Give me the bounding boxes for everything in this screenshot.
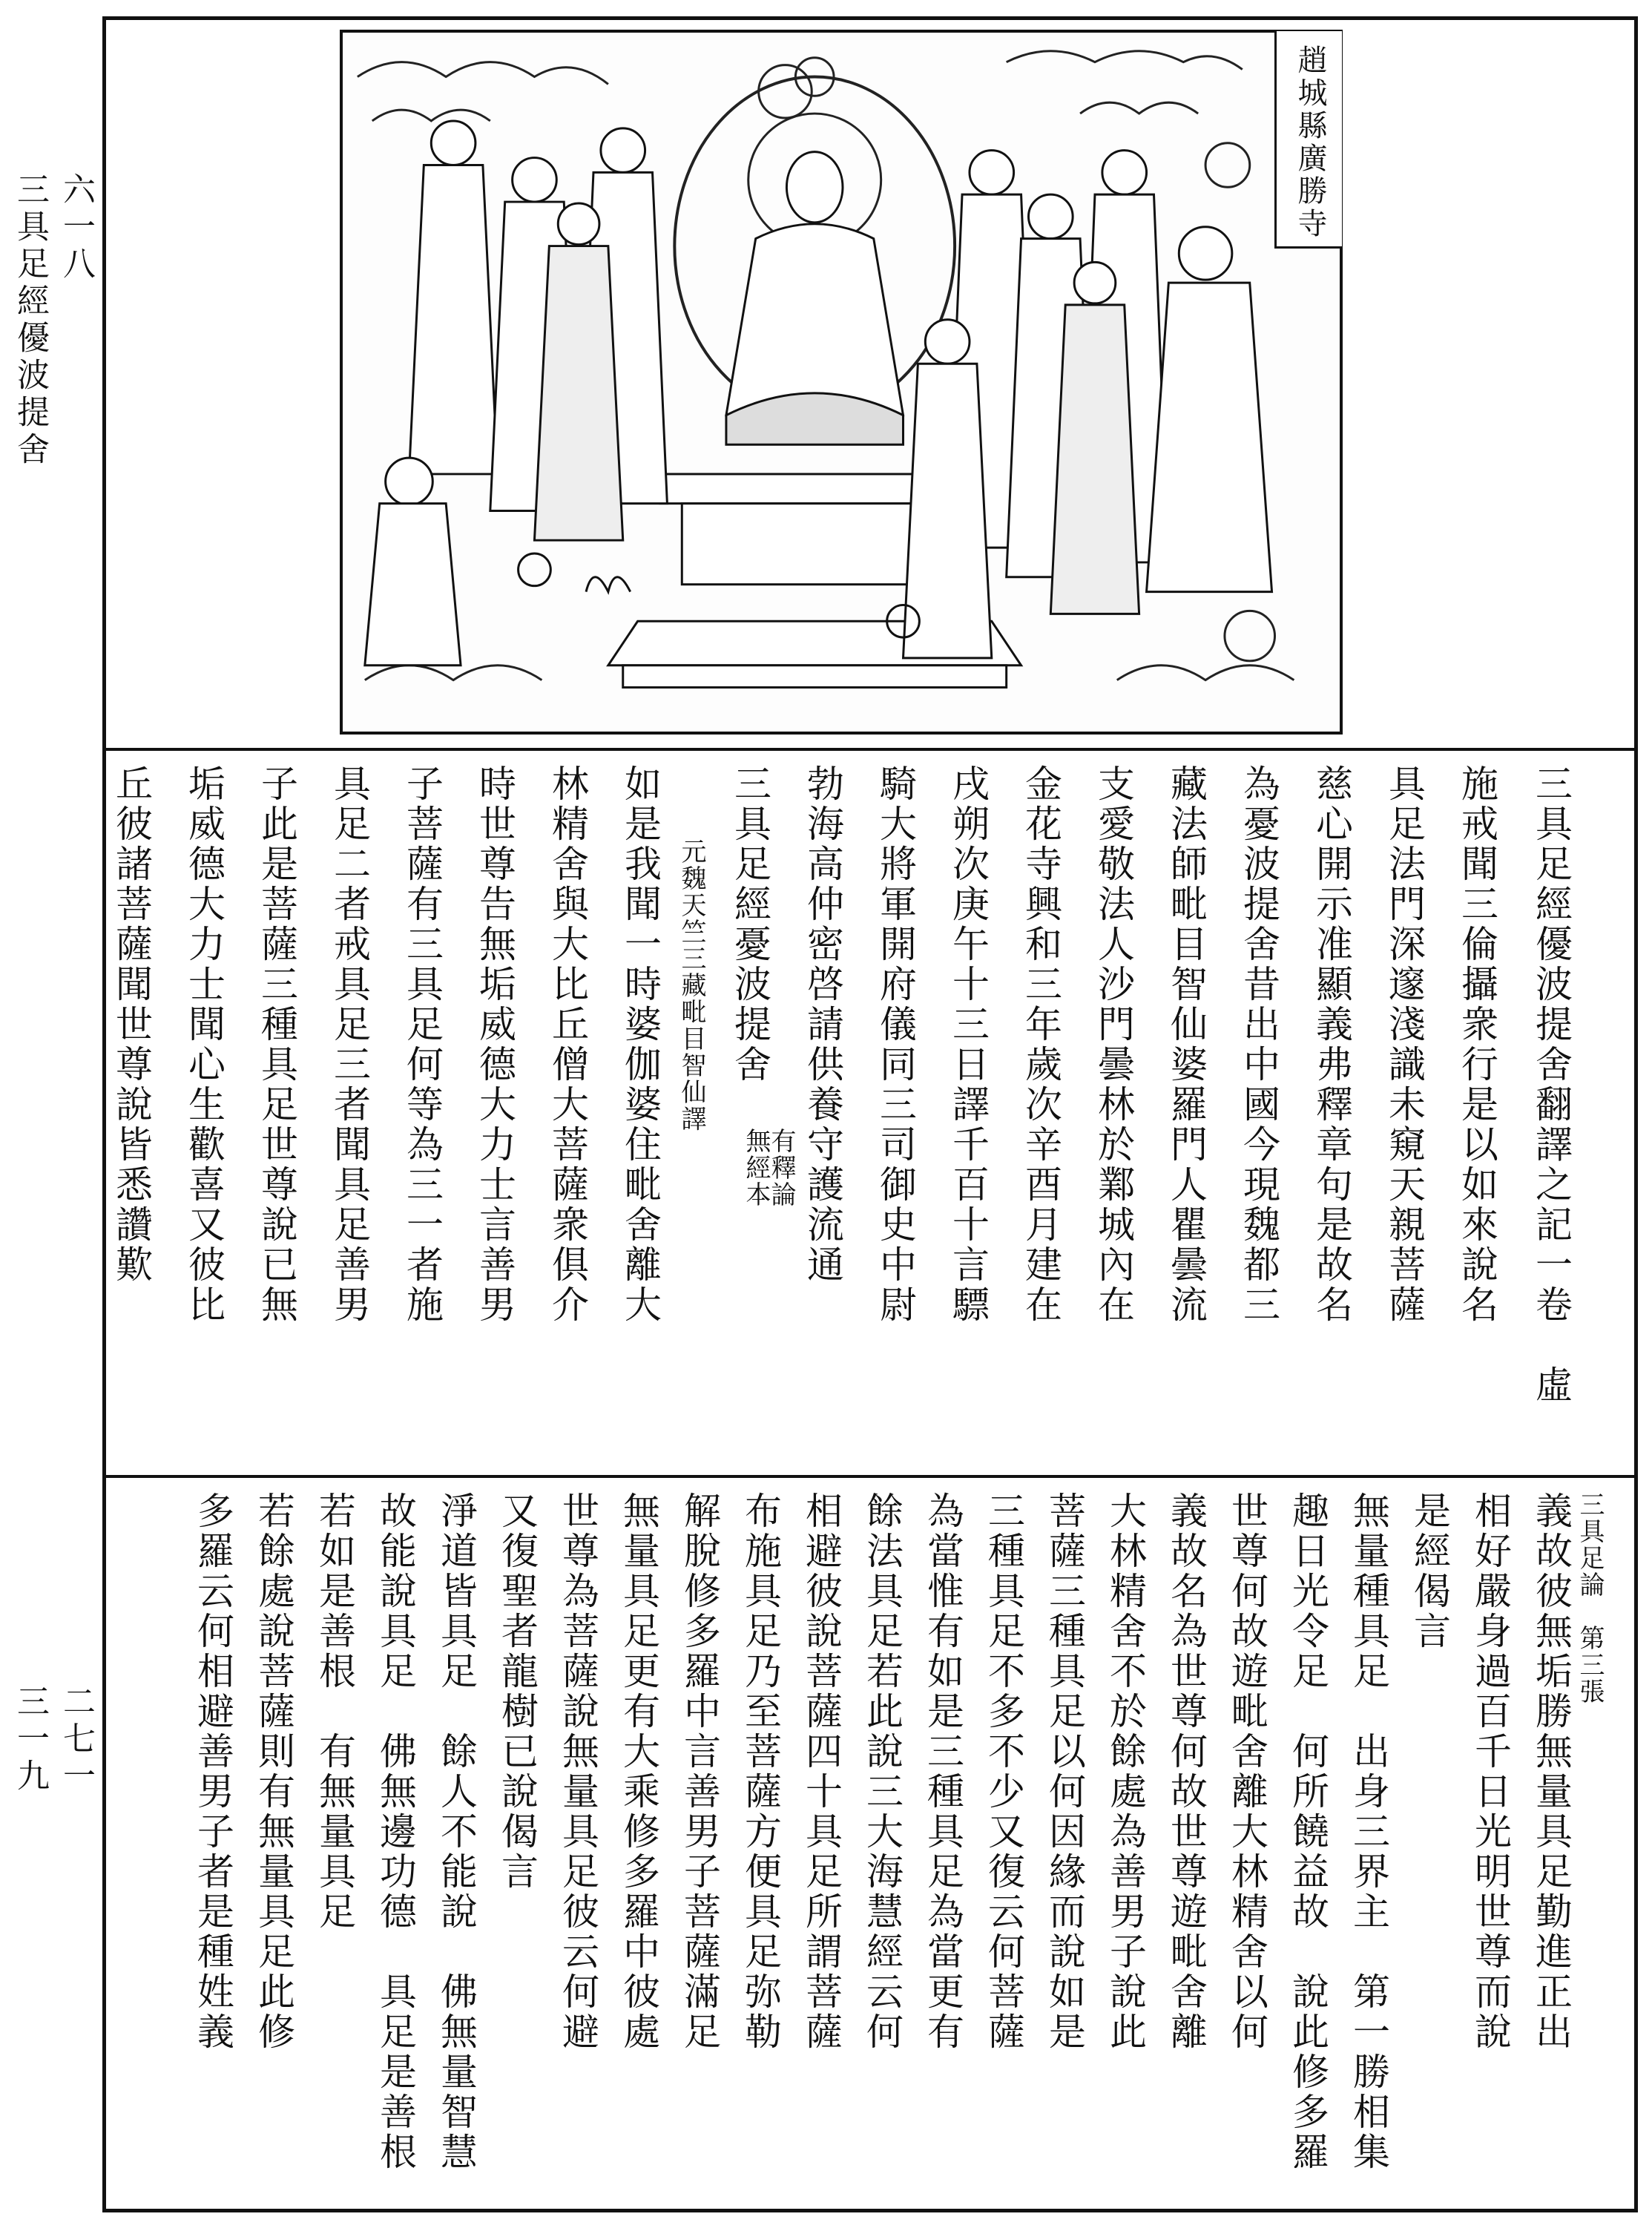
text-column: 三種具足不多不少又復云何菩薩 — [982, 1491, 1025, 2052]
text-column: 子菩薩有三具足何等為三一者施 — [401, 764, 444, 1325]
text-column: 藏法師毗目智仙婆羅門人瞿曇流 — [1165, 764, 1208, 1325]
running-header: 三具足論 第三張 — [1575, 1491, 1605, 1705]
text-column: 戌朔次庚午十三日譯千百十言驃 — [947, 764, 990, 1325]
verse-column: 無量種具足 出身三界主 第一勝相集 — [1347, 1491, 1390, 2172]
text-column: 布施具足乃至菩薩方便具足弥勒 — [739, 1491, 782, 2052]
sutra-title-note: 有釋論無經本 — [741, 1128, 796, 1208]
margin-title: 三具足經優波提舍 — [11, 172, 49, 469]
text-column: 大林精舍不於餘處為善男子說此 — [1104, 1491, 1147, 2052]
margin-folio-number: 三一九 — [11, 1684, 49, 1795]
text-column: 又復聖者龍樹已說偈言 — [496, 1491, 539, 1892]
text-column: 慈心開示准顯義弗釋章句是故名 — [1310, 764, 1353, 1325]
text-column: 解脫修多羅中言善男子菩薩滿足 — [678, 1491, 721, 2052]
illustration-drawing — [343, 33, 1340, 732]
text-column: 勃海高仲密啓請供養守護流通 — [801, 764, 844, 1285]
text-column: 無量具足更有大乘修多羅中彼處 — [617, 1491, 660, 2052]
text-column: 丘彼諸菩薩聞世尊說皆悉讚歎 — [110, 764, 153, 1285]
verse-column: 淨道皆具足 餘人不能說 佛無量智慧 — [435, 1491, 478, 2172]
text-column: 如是我聞一時婆伽婆住毗舍離大 — [619, 764, 662, 1325]
verse-column: 趣日光令足 何所饒益故 說此修多羅 — [1286, 1491, 1329, 2172]
text-column: 若餘處說菩薩則有無量具足此修 — [252, 1491, 295, 2052]
text-column: 支愛敬法人沙門曇林於鄴城內在 — [1092, 764, 1135, 1325]
text-column: 多羅云何相避善男子者是種姓義 — [191, 1491, 234, 2052]
text-column: 具足法門深邃淺識未窺天親菩薩 — [1383, 764, 1426, 1325]
text-column: 子此是菩薩三種具足世尊說已無 — [255, 764, 298, 1325]
text-column: 是經偈言 — [1408, 1491, 1451, 1652]
panel-divider — [102, 1475, 1638, 1478]
text-column: 世尊為菩薩說無量具足彼云何避 — [556, 1491, 599, 2052]
margin-volume-number: 二七一 — [57, 1684, 95, 1795]
text-column: 相好嚴身過百千日光明世尊而說 — [1469, 1491, 1512, 2052]
temple-stamp-caption: 趙城縣廣勝寺 — [1293, 45, 1327, 240]
panel-divider — [102, 748, 1638, 751]
translator-credit: 元魏天竺三藏毗目智仙譯 — [677, 838, 706, 1132]
text-column: 義故名為世尊何故世尊遊毗舍離 — [1165, 1491, 1208, 2052]
text-column: 垢威德大力士聞心生歡喜又彼比 — [182, 764, 226, 1325]
text-column: 為憂波提舍昔出中國今現魏都三 — [1237, 764, 1280, 1325]
verse-column: 若如是善根 有無量具足 — [313, 1491, 356, 1932]
margin-page-number: 六一八 — [57, 172, 95, 283]
text-column: 金花寺興和三年歲次辛酉月建在 — [1019, 764, 1062, 1325]
verse-column: 故能說具足 佛無邊功德 具足是善根 — [374, 1491, 417, 2172]
text-column: 三具足經優波提舍翻譯之記一卷 虛 — [1530, 764, 1573, 1405]
text-column: 相避彼說菩薩四十具足所謂菩薩 — [800, 1491, 843, 2052]
text-column: 具足二者戒具足三者聞具足善男 — [328, 764, 371, 1325]
text-column: 為當惟有如是三種具足為當更有 — [921, 1491, 964, 2052]
buddha-assembly-woodblock-illustration — [340, 30, 1343, 735]
text-column: 時世尊告無垢威德大力士言善男 — [473, 764, 516, 1325]
text-column: 菩薩三種具足以何因緣而說如是 — [1043, 1491, 1086, 2052]
text-column: 施戒聞三倫攝衆行是以如來說名 — [1455, 764, 1498, 1325]
sutra-title: 三具足經憂波提舍 — [728, 764, 771, 1085]
text-column: 餘法具足若此說三大海慧經云何 — [860, 1491, 904, 2052]
text-column: 義故彼無垢勝無量具足勤進正出 — [1530, 1491, 1573, 2052]
text-column: 世尊何故遊毗舍離大林精舍以何 — [1225, 1491, 1268, 2052]
text-column: 林精舍與大比丘僧大菩薩衆俱介 — [546, 764, 589, 1325]
text-column: 騎大將軍開府儀同三司御史中尉 — [874, 764, 917, 1325]
